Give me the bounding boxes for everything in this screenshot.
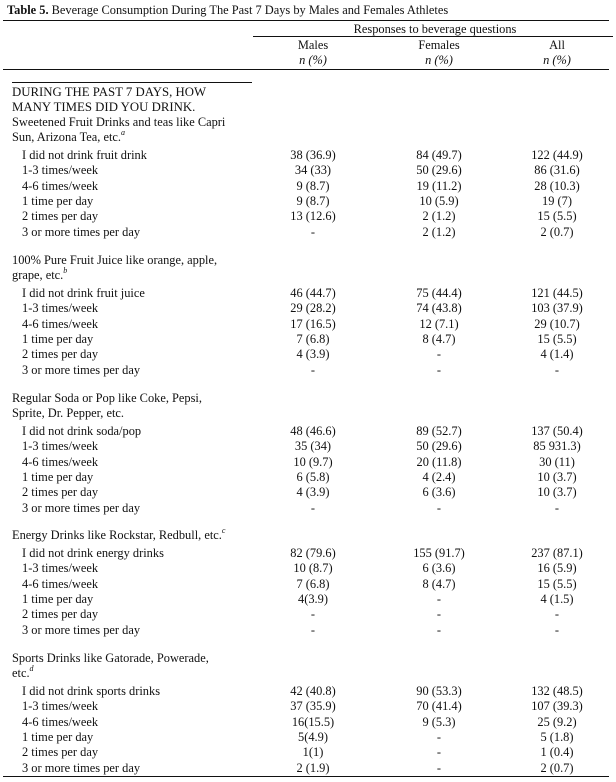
cell-females: 8 (4.7) xyxy=(422,331,456,346)
row-label: I did not drink soda/pop xyxy=(22,424,142,438)
section-label xyxy=(12,525,226,543)
section-label xyxy=(12,253,217,268)
row-label: 1 time per day xyxy=(22,729,94,744)
table-caption: Beverage Consumption During The Past 7 Days by Males and Females Athletes xyxy=(48,3,449,17)
cell-females: - xyxy=(436,607,442,622)
cell-females: 9 (5.3) xyxy=(422,714,456,729)
cell-all: 10 (3.7) xyxy=(537,485,577,500)
cell-all: 86 (31.6) xyxy=(534,163,580,178)
row-label: 4-6 times/week xyxy=(22,454,99,469)
section-label xyxy=(12,663,34,681)
cell-males: 10 (8.7) xyxy=(293,561,333,576)
header-spanner: Responses to beverage questions xyxy=(353,22,517,36)
cell-females: 6 (3.6) xyxy=(422,561,456,576)
cell-males: 37 (35.9) xyxy=(290,699,336,714)
cell-females: - xyxy=(436,347,442,362)
cell-males: 17 (16.5) xyxy=(290,316,336,331)
cell-males: 82 (79.6) xyxy=(290,546,336,560)
row-label: 1 time per day xyxy=(22,331,94,346)
header-rule xyxy=(3,69,609,70)
cell-all: 5 (1.8) xyxy=(540,729,574,744)
cell-males: 16(15.5) xyxy=(291,714,335,729)
cell-males: 5(4.9) xyxy=(298,729,328,744)
cell-all: 19 (7) xyxy=(542,193,572,208)
row-label: 1-3 times/week xyxy=(22,561,99,576)
cell-males: 6 (5.8) xyxy=(296,469,330,484)
row-label: 1-3 times/week xyxy=(22,699,99,714)
section-label-text: Sun, Arizona Tea, etc. xyxy=(12,130,122,144)
cell-males: - xyxy=(310,622,316,637)
footnote-marker: a xyxy=(121,127,126,137)
cell-all: 237 (87.1) xyxy=(531,546,583,560)
cell-males: 38 (36.9) xyxy=(290,148,336,162)
row-label: 1-3 times/week xyxy=(22,439,99,454)
section-label xyxy=(12,391,202,406)
section-label-text: Regular Soda or Pop like Coke, Pepsi, xyxy=(12,391,202,405)
cell-all: 107 (39.3) xyxy=(531,699,583,714)
cell-all: 2 (0.7) xyxy=(540,760,574,775)
cell-females: 90 (53.3) xyxy=(416,684,462,698)
cell-males: 2 (1.9) xyxy=(296,760,330,775)
section-label xyxy=(12,115,225,130)
question-line-1: DURING THE PAST 7 DAYS, HOW xyxy=(12,85,207,99)
cell-females: - xyxy=(436,745,442,760)
cell-males: 7 (6.8) xyxy=(296,331,330,346)
cell-all: 15 (5.5) xyxy=(537,331,577,346)
cell-females: 2 (1.2) xyxy=(422,209,456,224)
cell-females: 4 (2.4) xyxy=(422,469,456,484)
unit-males: n (%) xyxy=(299,53,327,67)
table-title xyxy=(7,3,448,18)
cell-females: 155 (91.7) xyxy=(413,546,465,560)
cell-females: 84 (49.7) xyxy=(416,148,462,162)
cell-females: 50 (29.6) xyxy=(416,439,462,454)
section-label-text: 100% Pure Fruit Juice like orange, apple, xyxy=(12,253,218,267)
row-label: 2 times per day xyxy=(22,347,99,362)
row-label: I did not drink fruit juice xyxy=(22,286,145,300)
spanner-rule xyxy=(253,36,613,37)
footnote-marker: b xyxy=(63,265,68,275)
cell-males: 48 (46.6) xyxy=(290,424,336,438)
cell-all: 103 (37.9) xyxy=(531,301,583,316)
cell-males: 13 (12.6) xyxy=(290,209,336,224)
row-label: 1-3 times/week xyxy=(22,301,99,316)
cell-females: 2 (1.2) xyxy=(422,224,456,239)
cell-all: 10 (3.7) xyxy=(537,469,577,484)
cell-all: 85 931.3) xyxy=(533,439,581,454)
cell-males: 29 (28.2) xyxy=(290,301,336,316)
cell-males: 46 (44.7) xyxy=(290,286,336,300)
row-label: 2 times per day xyxy=(22,607,99,622)
cell-all: 16 (5.9) xyxy=(537,561,577,576)
cell-females: 10 (5.9) xyxy=(419,193,459,208)
cell-females: 19 (11.2) xyxy=(416,178,462,193)
row-label: I did not drink sports drinks xyxy=(22,684,161,698)
question-rule xyxy=(12,82,252,83)
cell-all: - xyxy=(554,607,560,622)
cell-all: - xyxy=(554,362,560,377)
cell-females: - xyxy=(436,591,442,606)
row-label: 4-6 times/week xyxy=(22,576,99,591)
cell-females: 75 (44.4) xyxy=(416,286,462,300)
section-label-text: Sports Drinks like Gatorade, Powerade, xyxy=(12,651,209,665)
cell-males: 7 (6.8) xyxy=(296,576,330,591)
row-label: 4-6 times/week xyxy=(22,714,99,729)
cell-all: 137 (50.4) xyxy=(531,424,583,438)
cell-females: 6 (3.6) xyxy=(422,485,456,500)
row-label: 4-6 times/week xyxy=(22,178,99,193)
row-label: 3 or more times per day xyxy=(22,224,141,239)
row-label: 2 times per day xyxy=(22,745,99,760)
cell-females: 89 (52.7) xyxy=(416,424,462,438)
row-label: 1-3 times/week xyxy=(22,163,99,178)
cell-males: 4 (3.9) xyxy=(296,347,330,362)
footnote-marker: c xyxy=(221,525,226,535)
cell-males: - xyxy=(310,362,316,377)
cell-males: 35 (34) xyxy=(294,439,332,454)
section-label-text: Sprite, Dr. Pepper, etc. xyxy=(12,406,125,420)
section-label xyxy=(12,265,68,283)
column-header-males: Males xyxy=(297,38,329,52)
cell-all: 132 (48.5) xyxy=(531,684,583,698)
cell-females: - xyxy=(436,760,442,775)
cell-all: 25 (9.2) xyxy=(537,714,577,729)
section-label xyxy=(12,127,126,145)
row-label: 2 times per day xyxy=(22,209,99,224)
row-label: 3 or more times per day xyxy=(22,500,141,515)
section-label-text: Energy Drinks like Rockstar, Redbull, etc. xyxy=(12,528,222,542)
footnote-marker: d xyxy=(29,663,34,673)
row-label: I did not drink energy drinks xyxy=(22,546,164,560)
section-label-text: etc. xyxy=(12,666,30,680)
cell-all: - xyxy=(554,500,560,515)
unit-all: n (%) xyxy=(543,53,571,67)
cell-males: - xyxy=(310,607,316,622)
cell-males: 4(3.9) xyxy=(298,591,328,606)
cell-males: 42 (40.8) xyxy=(290,684,336,698)
row-label: I did not drink fruit drink xyxy=(22,148,147,162)
cell-all: 15 (5.5) xyxy=(537,576,577,591)
cell-females: - xyxy=(436,622,442,637)
cell-all: 121 (44.5) xyxy=(531,286,583,300)
question-line-2: MANY TIMES DID YOU DRINK. xyxy=(12,100,196,114)
cell-all: 15 (5.5) xyxy=(537,209,577,224)
section-label xyxy=(12,651,209,666)
cell-males: 4 (3.9) xyxy=(296,485,330,500)
cell-females: 50 (29.6) xyxy=(416,163,462,178)
cell-males: 1(1) xyxy=(302,745,324,760)
cell-females: 20 (11.8) xyxy=(416,454,462,469)
cell-females: 70 (41.4) xyxy=(416,699,462,714)
row-label: 1 time per day xyxy=(22,193,94,208)
row-label: 3 or more times per day xyxy=(22,760,141,775)
cell-females: 12 (7.1) xyxy=(419,316,459,331)
cell-females: 8 (4.7) xyxy=(422,576,456,591)
column-header-females: Females xyxy=(418,38,460,52)
cell-males: 9 (8.7) xyxy=(296,178,330,193)
cell-males: - xyxy=(310,224,316,239)
top-rule xyxy=(3,20,609,21)
column-header-all: All xyxy=(549,38,565,52)
cell-all: 30 (11) xyxy=(539,454,575,469)
table-number: Table 5. xyxy=(7,3,49,17)
cell-males: 34 (33) xyxy=(294,163,332,178)
unit-females: n (%) xyxy=(425,53,453,67)
row-label: 3 or more times per day xyxy=(22,362,141,377)
cell-all: - xyxy=(554,622,560,637)
cell-males: 9 (8.7) xyxy=(296,193,330,208)
section-label-text: grape, etc. xyxy=(12,268,64,282)
cell-all: 1 (0.4) xyxy=(540,745,574,760)
row-label: 2 times per day xyxy=(22,485,99,500)
row-label: 4-6 times/week xyxy=(22,316,99,331)
bottom-rule xyxy=(3,776,609,777)
cell-females: 74 (43.8) xyxy=(416,301,462,316)
row-label: 1 time per day xyxy=(22,469,94,484)
section-label xyxy=(12,406,124,421)
cell-females: - xyxy=(436,362,442,377)
cell-all: 4 (1.5) xyxy=(540,591,574,606)
cell-all: 2 (0.7) xyxy=(540,224,574,239)
cell-females: - xyxy=(436,729,442,744)
cell-all: 28 (10.3) xyxy=(534,178,580,193)
cell-all: 4 (1.4) xyxy=(540,347,574,362)
cell-males: 10 (9.7) xyxy=(293,454,333,469)
row-label: 1 time per day xyxy=(22,591,94,606)
cell-all: 122 (44.9) xyxy=(531,148,583,162)
cell-males: - xyxy=(310,500,316,515)
cell-all: 29 (10.7) xyxy=(534,316,580,331)
cell-females: - xyxy=(436,500,442,515)
row-label: 3 or more times per day xyxy=(22,622,141,637)
section-label-text: Sweetened Fruit Drinks and teas like Capri xyxy=(12,115,226,129)
